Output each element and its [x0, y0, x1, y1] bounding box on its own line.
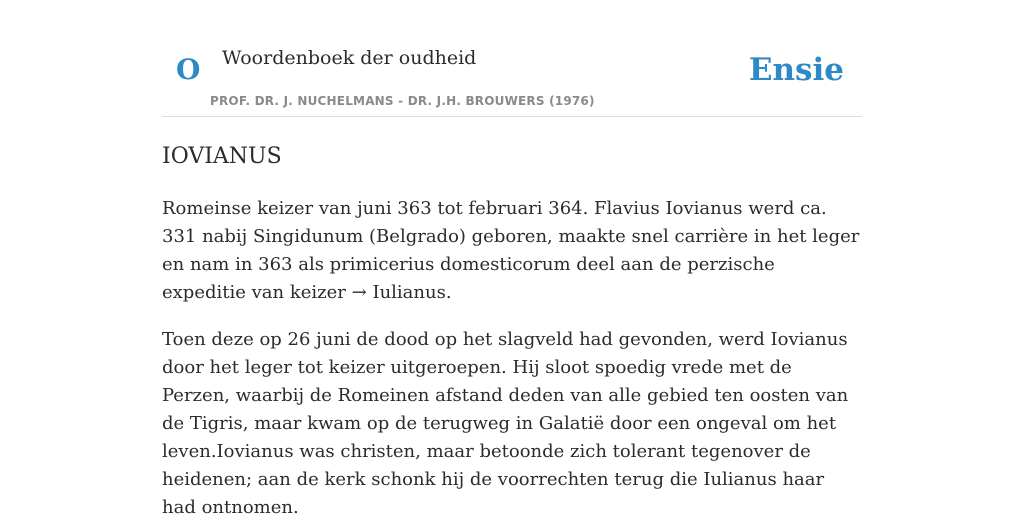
paragraph-1-end: . — [445, 282, 452, 303]
header — [162, 0, 862, 117]
entry-paragraph-2: Toen deze op 26 juni de dood op het slagveld had gevonden, werd Iovianus door het leger tot keizer uitgeroepen. Hij sloot spoedig vrede met de Perzen, waarbij de Romeinen afstand deden van alle gebied ten oosten van de Tigris, maar kwam op de terugweg in Galatië door een ongeval om het leven.Iovianus was christen, maar betoonde zich tolerant tegenover de heidenen; aan de kerk schonk hij de voorrechten terug die Iulianus haar had ontnomen. — [162, 329, 849, 518]
book-title-link[interactable]: Woordenboek der oudheid — [222, 47, 477, 69]
page — [162, 0, 862, 522]
entry-paragraph-1 — [162, 195, 862, 307]
entry-title: IOVIANUS — [162, 144, 282, 169]
cross-reference-link[interactable] — [352, 282, 446, 303]
ensie-logo[interactable]: Ensie — [748, 52, 844, 88]
index-letter[interactable]: O — [176, 53, 201, 86]
arrow-right-icon: → — [351, 282, 367, 303]
authors-line: PROF. DR. J. NUCHELMANS - DR. J.H. BROUWERS (1976) — [210, 94, 595, 108]
paragraph-1-text: Romeinse keizer van juni 363 tot februari 364. Flavius Iovianus werd ca. 331 nabij Singidunum (Belgrado) geboren, maakte snel carrière in het leger en nam in 363 als primicerius domesticorum deel aan de perzische expeditie van keizer — [162, 198, 860, 303]
cross-reference-label: Iulianus — [372, 282, 446, 303]
